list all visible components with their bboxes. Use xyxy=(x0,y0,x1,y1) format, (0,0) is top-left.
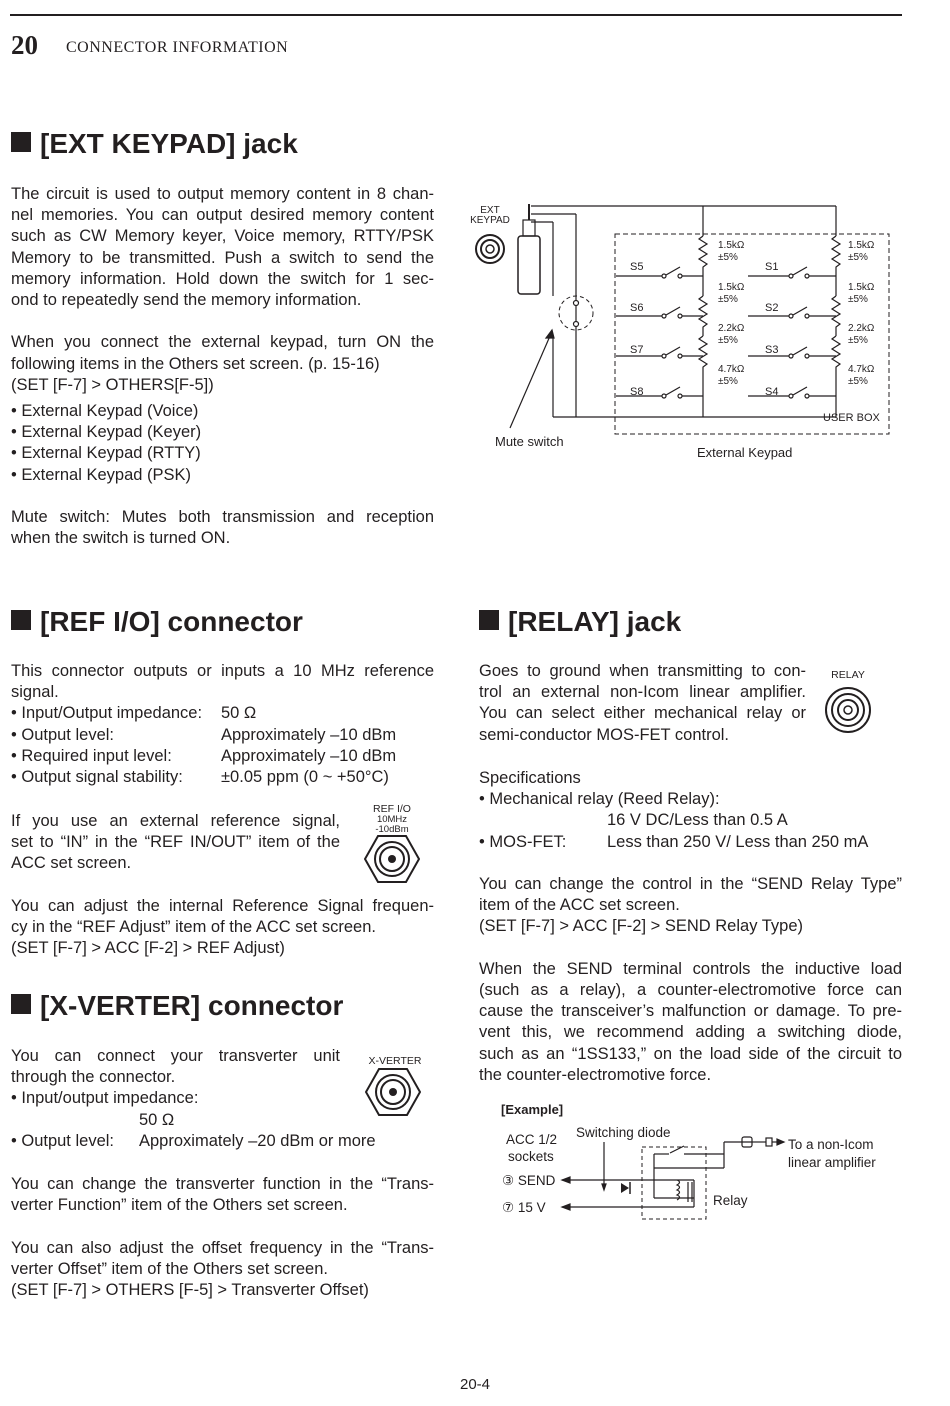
text-line: When the SEND terminal controls the inductive load xyxy=(479,959,902,978)
relay-jack-label: RELAY xyxy=(831,669,865,681)
ext-keypad-circuit-diagram xyxy=(468,196,898,466)
text-line: cy in the “REF Adjust” item of the ACC set screen. xyxy=(11,918,376,937)
resistor-label: 4.7kΩ xyxy=(848,364,875,375)
text-line: (SET [F-7] > OTHERS[F-5]) xyxy=(11,375,214,394)
spec-value: 50 Ω xyxy=(221,704,257,723)
text-line: (SET [F-7] > ACC [F-2] > REF Adjust) xyxy=(11,939,285,958)
relay-label: Relay xyxy=(713,1193,748,1208)
relay-specs-text xyxy=(479,768,902,1086)
square-bullet-icon xyxy=(11,610,31,630)
text-line: verter Function” item of the Others set screen. xyxy=(11,1196,348,1215)
text-line: cause the transceiver’s malfunction or damage. To pre- xyxy=(479,1002,902,1021)
relay-jack-icon xyxy=(824,686,872,734)
switch-label: S6 xyxy=(630,302,644,314)
text-line: ond to repeatedly send the memory information. xyxy=(11,291,362,310)
spec-value: 16 V DC/Less than 0.5 A xyxy=(607,811,788,830)
spec-label: • MOS-FET: xyxy=(479,832,567,851)
resistor-label: 2.2kΩ xyxy=(718,323,745,334)
tolerance-label: ±5% xyxy=(848,335,868,346)
relay-example-diagram xyxy=(494,1098,894,1222)
resistor-label: 4.7kΩ xyxy=(718,364,745,375)
tolerance-label: ±5% xyxy=(848,294,868,305)
ext-keypad-heading: [EXT KEYPAD] jack xyxy=(11,128,298,160)
text-line: semi-conductor MOS-FET control. xyxy=(479,725,730,744)
switch-label: S7 xyxy=(630,344,644,356)
resistor-label: 2.2kΩ xyxy=(848,323,875,334)
list-item: • External Keypad (Keyer) xyxy=(11,423,202,442)
v15-label: ⑦ 15 V xyxy=(502,1200,546,1215)
resistor-label: 1.5kΩ xyxy=(848,282,875,293)
spec-label: • Mechanical relay (Reed Relay): xyxy=(479,790,720,809)
page-number: 20 xyxy=(11,30,38,60)
tolerance-label: ±5% xyxy=(718,252,738,263)
phone-plug-icon xyxy=(518,204,540,294)
example-title: [Example] xyxy=(501,1102,564,1117)
spec-label: • Output level: xyxy=(11,1131,114,1150)
relay-coil-icon xyxy=(677,1180,692,1202)
text-line: the counter-electromotive force. xyxy=(479,1065,712,1084)
ref-io-adjust-text xyxy=(11,896,434,960)
text-line: set to “IN” in the “REF IN/OUT” item of the xyxy=(11,833,340,852)
text-line: nel memories. You can output desired memory content xyxy=(11,206,434,225)
text-line: When you connect the external keypad, turn ON the xyxy=(11,333,434,352)
tolerance-label: ±5% xyxy=(848,376,868,387)
text-line: You can change the transverter function in the “Trans- xyxy=(11,1175,434,1193)
resistor-label: 1.5kΩ xyxy=(718,282,745,293)
ref-io-setting-text xyxy=(11,811,340,875)
jack-socket-icon xyxy=(476,235,504,263)
amplifier-label: linear amplifier xyxy=(788,1155,876,1170)
text-line: such as an “1SS133,” on the load side of the circuit to xyxy=(479,1044,902,1063)
text-line: ACC set screen. xyxy=(11,854,132,873)
switch-label: S1 xyxy=(765,261,779,273)
text-line: signal. xyxy=(11,683,59,702)
text-line: (SET [F-7] > ACC [F-2] > SEND Relay Type) xyxy=(479,917,803,936)
list-item: • External Keypad (Voice) xyxy=(11,402,199,421)
text-line: You can select either mechanical relay or xyxy=(479,704,806,723)
text-line: You can also adjust the offset frequency in the “Trans- xyxy=(11,1238,434,1257)
spec-value: Approximately –10 dBm xyxy=(221,746,397,765)
text-line: such as CW Memory keyer, Voice memory, RTTY/PSK xyxy=(11,227,434,246)
text-line: trol an external non-Icom linear amplifier. xyxy=(479,683,806,702)
switch-label: S8 xyxy=(630,386,644,398)
send-label: ③ SEND xyxy=(502,1173,556,1188)
section-title: CONNECTOR INFORMATION xyxy=(66,39,289,56)
text-line: This connector outputs or inputs a 10 MHz reference xyxy=(11,662,434,680)
spec-label: • Output level: xyxy=(11,725,114,744)
square-bullet-icon xyxy=(11,132,31,152)
tolerance-label: ±5% xyxy=(718,294,738,305)
spec-label: • Input/Output impedance: xyxy=(11,704,203,723)
text-line: Memory to be transmitted. Push a switch to send the xyxy=(11,248,434,267)
text-line: You can change the control in the “SEND Relay Type” xyxy=(479,875,902,893)
bnc-connector-icon xyxy=(365,1067,421,1117)
switch-label: S5 xyxy=(630,261,644,273)
text-line: following items in the Others set screen. (p. 15-16) xyxy=(11,354,380,373)
text-line: Specifications xyxy=(479,769,581,787)
bnc-connector-icon xyxy=(364,834,420,884)
xverter-text xyxy=(11,1046,376,1152)
relay-heading: [RELAY] jack xyxy=(479,606,681,638)
text-line: You can adjust the internal Reference Signal frequen- xyxy=(11,897,434,915)
switching-diode-icon xyxy=(621,1182,630,1194)
acc-label: ACC 1/2 xyxy=(506,1132,558,1147)
acc-label: sockets xyxy=(508,1149,554,1164)
text-line: memory information. Hold down the switch for 1 sec- xyxy=(11,269,434,288)
text-line: Goes to ground when transmitting to con- xyxy=(479,662,806,680)
tolerance-label: ±5% xyxy=(848,252,868,263)
tolerance-label: ±5% xyxy=(718,335,738,346)
text-line: (SET [F-7] > OTHERS [F-5] > Transverter Offset) xyxy=(11,1281,369,1299)
spec-label: • Output signal stability: xyxy=(11,768,183,787)
square-bullet-icon xyxy=(479,610,499,630)
list-item: • External Keypad (RTTY) xyxy=(11,444,201,463)
external-keypad-box xyxy=(615,234,889,434)
switch-label: S2 xyxy=(765,302,779,314)
mute-switch-label: Mute switch xyxy=(495,434,564,449)
spec-value: ±0.05 ppm (0 ~ +50°C) xyxy=(221,768,389,787)
header-rule xyxy=(10,14,902,16)
resistor-label: 1.5kΩ xyxy=(848,240,875,251)
text-line: when the switch is turned ON. xyxy=(11,529,231,548)
spec-label: • Required input level: xyxy=(11,746,172,765)
text-line: Mute switch: Mutes both transmission and reception xyxy=(11,508,434,527)
jack-label: KEYPAD xyxy=(470,215,510,226)
text-line: item of the ACC set screen. xyxy=(479,896,680,915)
resistor-label: 1.5kΩ xyxy=(718,240,745,251)
list-item: • External Keypad (PSK) xyxy=(11,465,192,484)
spec-value: Approximately –10 dBm xyxy=(221,725,397,744)
jack-label: EXT xyxy=(480,205,500,216)
square-bullet-icon xyxy=(11,994,31,1014)
relay-text xyxy=(479,661,806,746)
spec-value: Less than 250 V/ Less than 250 mA xyxy=(607,832,869,851)
ref-io-text xyxy=(11,661,434,788)
page-footer-id: 20-4 xyxy=(459,1376,491,1393)
spec-value: Approximately –20 dBm or more xyxy=(139,1131,376,1150)
text-line: verter Offset” item of the Others set screen. xyxy=(11,1259,328,1278)
external-keypad-label: External Keypad xyxy=(697,445,793,460)
text-line: You can connect your transverter unit xyxy=(11,1047,340,1065)
ext-keypad-text xyxy=(11,184,434,549)
xverter-connector-label: X-VERTER xyxy=(368,1055,422,1067)
tolerance-label: ±5% xyxy=(718,376,738,387)
amplifier-label: To a non-Icom xyxy=(788,1137,874,1152)
text-line: The circuit is used to output memory content in 8 chan- xyxy=(11,185,434,203)
switch-label: S4 xyxy=(765,386,779,398)
text-line: through the connector. xyxy=(11,1068,176,1087)
xverter-function-text xyxy=(11,1174,434,1301)
switching-diode-label: Switching diode xyxy=(576,1125,671,1140)
text-line: (such as a relay), a counter-electromotive force can xyxy=(479,981,902,999)
spec-value: 50 Ω xyxy=(139,1110,175,1129)
text-line: If you use an external reference signal, xyxy=(11,812,340,830)
user-box-label: USER BOX xyxy=(823,412,880,424)
switch-label: S3 xyxy=(765,344,779,356)
ref-io-heading: [REF I/O] connector xyxy=(11,606,303,638)
xverter-heading: [X-VERTER] connector xyxy=(11,990,343,1022)
spec-label: • Input/output impedance: xyxy=(11,1089,199,1108)
ref-io-connector-label: REF I/O 10MHz -10dBm xyxy=(373,803,411,835)
relay-box xyxy=(642,1147,706,1219)
text-line: vent this, we recommend adding a switching diode, xyxy=(479,1023,902,1042)
